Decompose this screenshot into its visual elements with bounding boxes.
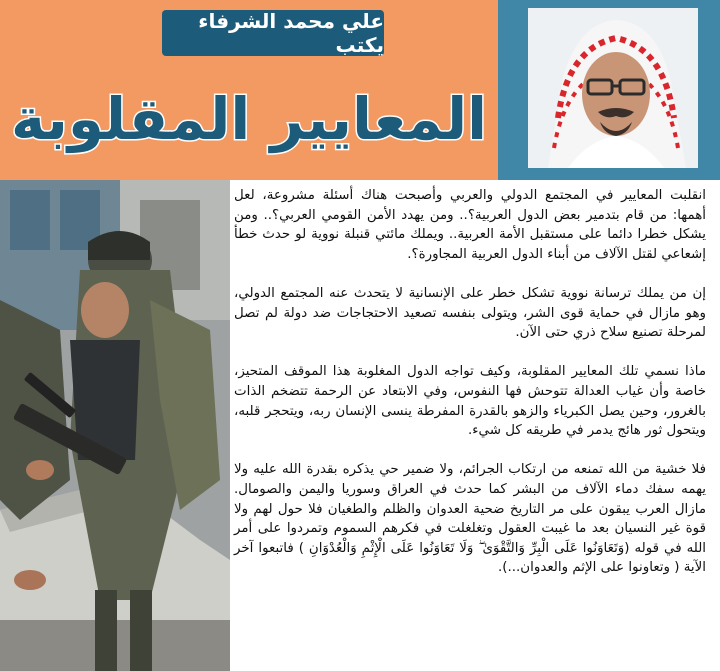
paragraph: فلا خشية من الله تمنعه من ارتكاب الجرائم، ولا ضمير حي يذكره بقدرة الله عليه ولا يهمه سفك دماء الآلاف من البشر كما حدث في العراق وسوريا واليمن والصومال. مازال العرب يبقون على مر التاريخ ضحية العدوان والظلم والطغيان فلا حول لهم ولا قوة غير النسيان بعد ما غيبت العقول وتغلغلت في فكرهم السموم وتمردوا على أمر الله في قوله (وَتَعَاوَنُوا عَلَى الْبِرِّ وَالتَّقْوَىٰ ۖ وَلَا تَعَاوَنُوا عَلَى الْإِثْمِ وَالْعُدْوَانِ ) فاتبعوا آخر الآية ( وتعاونوا على الإثم والعدوان...). [234, 462, 706, 576]
author-portrait-icon [528, 8, 698, 168]
paragraph: إن من يملك ترسانة نووية تشكل خطر على الإنسانية لا يتحدث عنه المجتمع الدولي، وهو مازال في حماية قوى الشر، ويتولى بنفسه تصعيد الاحتجاجات ضد دولة لم تصل لمرحلة تصنيع سلاح ذري حتى الآن. [234, 285, 706, 341]
paragraph: ماذا نسمي تلك المعايير المقلوبة، وكيف تواجه الدول المغلوبة هذا الموقف المتحيز، خاصة وأن غياب العدالة تتوحش فها النفوس، وفي الابتعاد عن الرحمة تتضخم الذات بالغرور، وحين يصل الكبرياء والزهو بالقدرة المفرطة ينسى الإنسان ربه، ويتحجر قلبه، ويتحول ثور هائج يدمر في طريقه كل شيء. [234, 364, 706, 439]
article-body [234, 186, 706, 671]
title-banner [0, 0, 498, 180]
author-byline: علي محمد الشرفاء يكتب [162, 10, 384, 56]
soldiers-detaining-man-photo [0, 180, 230, 671]
article-title: المعايير المقلوبة [10, 85, 488, 153]
header [0, 0, 720, 180]
paragraph: انقلبت المعايير في المجتمع الدولي والعربي وأصبحت هناك أسئلة مشروعة، لعل أهمها: من قام بتدمير بعض الدول العربية؟.. ومن يهدد الأمن القومي العربي؟.. ومن يشكل خطرا دائما على مستقبل الأمة العربية.. ويملك مائتي قنبلة نووية لو حدث خطأ إشعاعي لقتل الآلاف من أبناء الدول العربية المجاورة؟. [234, 188, 706, 262]
